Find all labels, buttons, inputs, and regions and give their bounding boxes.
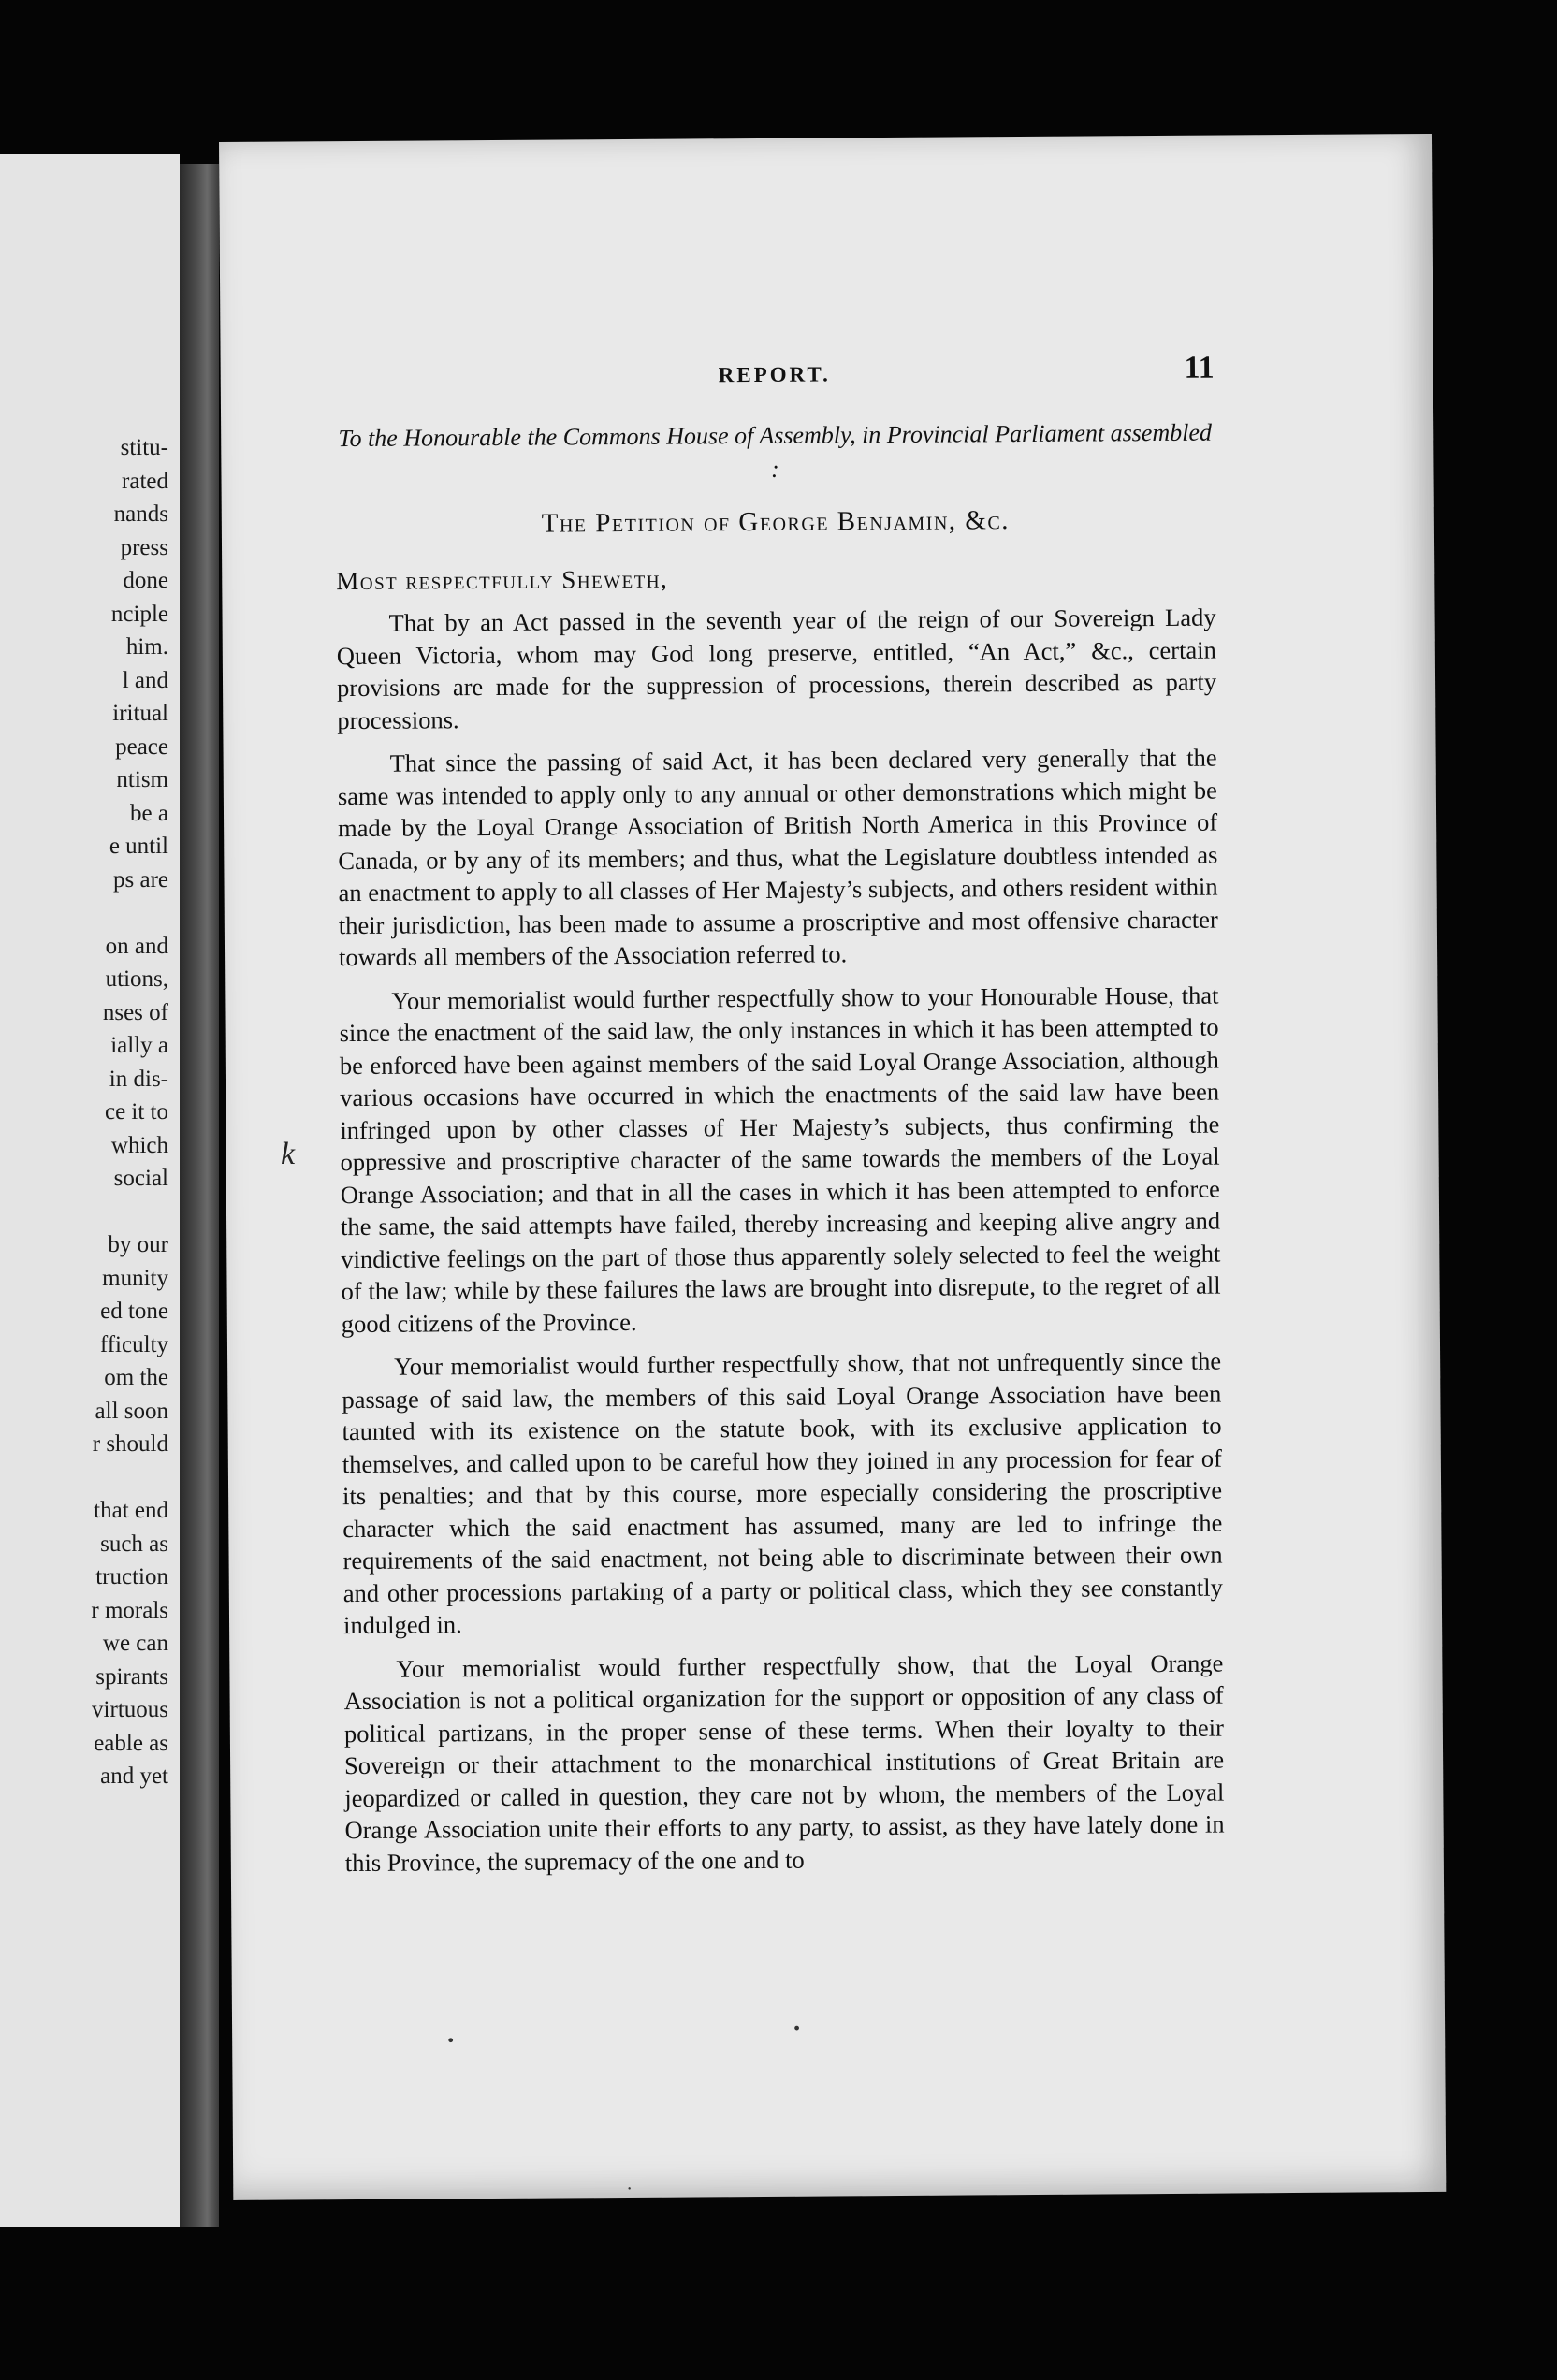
- left-page-line: press: [120, 534, 168, 560]
- left-page-line: ce it to: [104, 1099, 168, 1125]
- left-page-line: social: [113, 1166, 168, 1191]
- left-page-line: done: [123, 568, 168, 593]
- left-page-line: peace: [115, 733, 168, 760]
- left-page-line: iritual: [112, 701, 168, 726]
- petition-title: The Petition of George Benjamin, &c.: [541, 505, 1011, 539]
- ink-speck: •: [793, 2018, 801, 2039]
- left-page-line: eable as: [94, 1730, 168, 1756]
- left-page-line: be a: [130, 800, 168, 826]
- paragraph-5: Your memorialist would further respectfully show, that the Loyal Orange Association is not a political organization for the support or opposition of any class of political partizans, in the proper sense of these terms. When their loyalty to their Sovereign or their attachment to the monarchical institutions of Great Britain are jeopardized or called in question, they care not by whom, the members of the Loyal Orange Association unite their efforts to any party, to assist, as they have lately done in this Province, the supremacy of the one and to: [343, 1648, 1225, 1877]
- left-page-line: nciple: [110, 601, 168, 627]
- left-page-line: fficulty: [99, 1331, 168, 1357]
- left-page-line: on and: [105, 933, 168, 959]
- left-page-line: that end: [94, 1498, 168, 1523]
- book-gutter: [180, 164, 219, 2227]
- paragraph-3: Your memorialist would further respectfully show to your Honourable House, that since the enactment of the said law, the only instances in which it has been attempted to be enforced have been against members of the said Loyal Orange Association, although various occasions have occurred in which the enactments of the said law have been infringed upon by other classes of Her Majesty’s subjects, thus confirming the oppressive and proscriptive character of the same towards the members of the Loyal Orange Association; and that in all the cases in which it has been attempted to enforce the same, the said attempts have failed, thereby increasing and keeping alive angry and vindictive feelings on the part of those thus apparently solely selected to feel the weight of the law; while by these failures the laws are brought into disrepute, to the regret of all good citizens of the Province.: [339, 980, 1221, 1338]
- paragraph-2: That since the passing of said Act, it has been declared very generally that the same was intended to apply only to any annual or other demonstrations which might be made by the Loyal Orange Association of British North America in this Province of Canada, or by any of its members; and thus, what the Legislature doubtless intended as an enactment to apply to all classes of Her Majesty’s subjects, and others resident within their jurisdiction, has been made to assume a proscriptive and most offensive character towards all members of the Association referred to.: [337, 743, 1218, 972]
- left-page-line: nands: [113, 501, 168, 527]
- page-number: 11: [1184, 350, 1215, 385]
- left-page-line: stitu-: [120, 435, 168, 460]
- left-page-line: l and: [122, 667, 168, 693]
- right-page: [219, 134, 1446, 2200]
- salutation: Most respectfully Sheweth,: [336, 564, 669, 596]
- left-page-line: utions,: [105, 966, 168, 992]
- left-page-line: e until: [109, 834, 168, 859]
- address-heading: To the Honourable the Commons House of Assembly, in Provincial Parliament assembled :: [338, 418, 1213, 483]
- left-page-line: by our: [108, 1232, 168, 1257]
- handwritten-margin-mark: k: [281, 1137, 296, 1171]
- left-page-line: nses of: [102, 999, 168, 1025]
- ink-speck: •: [447, 2030, 455, 2052]
- left-page-line: virtuous: [92, 1697, 168, 1722]
- left-page-line: ially a: [110, 1033, 168, 1058]
- left-page-line: all soon: [95, 1398, 168, 1424]
- left-page-line: r should: [92, 1431, 168, 1457]
- left-page-line: ps are: [113, 866, 168, 892]
- ink-speck: ·: [626, 2178, 633, 2200]
- running-head: REPORT.: [718, 362, 831, 387]
- paragraph-4: Your memorialist would further respectfully show, that not unfrequently since the passage of said law, the members of this said Loyal Orange Association have been taunted with its existence on the statute book, with its exclusive application to themselves, and called upon to be careful how they joined in any procession for fear of its penalties; and that by this course, more especially considering the proscriptive character which the said enactment has assumed, many are led to infringe the requirements of the said enactment, not being able to discriminate between their own and other processions partaking of a party or political class, which they see constantly indulged in.: [342, 1346, 1223, 1640]
- left-facing-page: [0, 154, 180, 2227]
- left-page-line: rated: [122, 468, 168, 494]
- paragraph-1: That by an Act passed in the seventh year of the reign of our Sovereign Lady Queen Victoria, whom may God long preserve, entitled, “An Act,” &c., certain provisions are made for the suppression of processions, therein described as party processions.: [336, 602, 1217, 734]
- left-page-line: truction: [95, 1564, 168, 1589]
- left-page-line: r morals: [91, 1597, 168, 1623]
- left-page-line: such as: [100, 1531, 168, 1557]
- left-page-line: which: [110, 1132, 168, 1158]
- page-content: [335, 351, 1225, 1879]
- left-page-line: him.: [125, 634, 168, 660]
- left-page-line: ed tone: [100, 1299, 168, 1324]
- left-page-line: in dis-: [109, 1066, 168, 1092]
- left-page-line: and yet: [100, 1763, 168, 1789]
- left-page-line: ntism: [116, 767, 168, 792]
- left-page-line: munity: [102, 1265, 168, 1291]
- left-page-line: om the: [104, 1365, 168, 1390]
- left-page-line: we can: [102, 1631, 168, 1656]
- page-header: [335, 351, 1215, 404]
- left-page-line: spirants: [95, 1663, 168, 1690]
